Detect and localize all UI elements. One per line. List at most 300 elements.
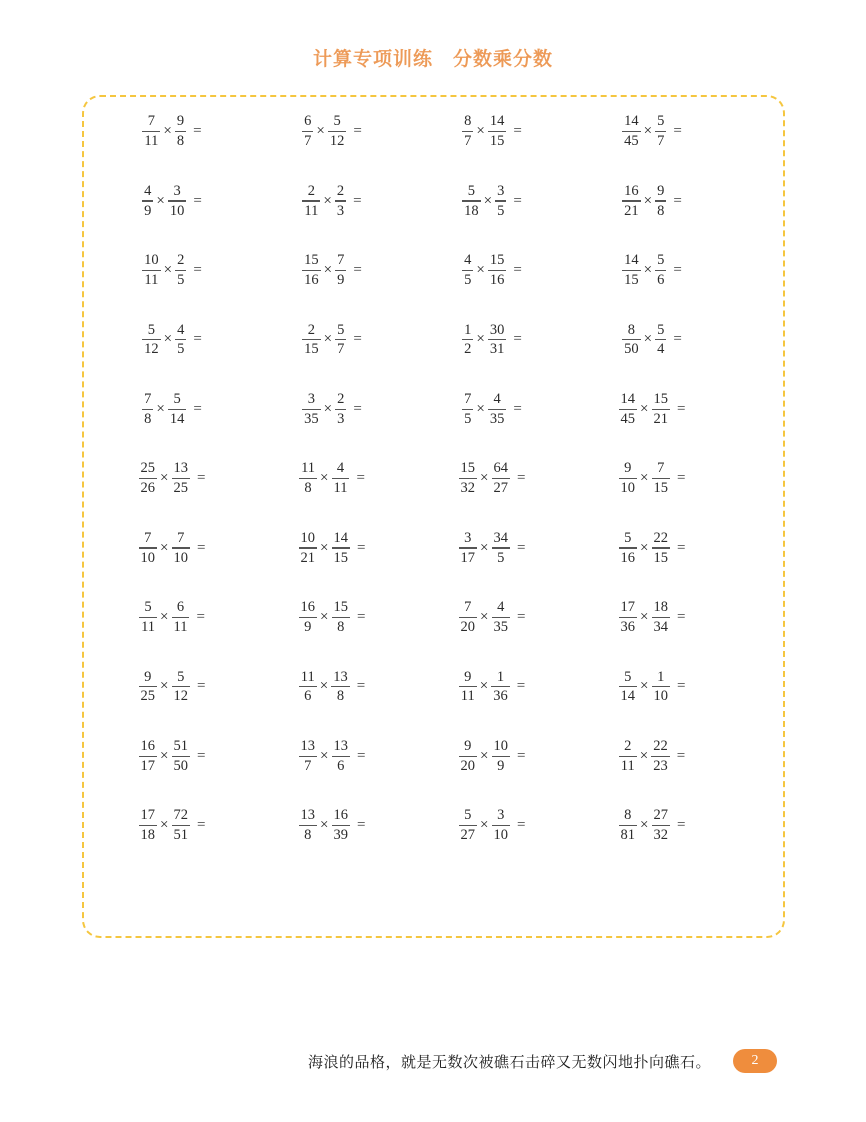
denominator: 12 [144,341,159,358]
problem [412,444,572,513]
fraction-second [172,738,191,775]
numerator: 7 [144,529,152,546]
equals-sign: = [676,747,686,764]
problem [92,166,252,235]
problems-grid [92,97,732,860]
numerator: 5 [624,668,632,685]
numerator: 14 [489,113,505,130]
equals-sign: = [673,123,682,140]
numerator: 10 [493,737,508,754]
multiply-sign: × [643,331,653,348]
equals-sign: = [517,539,526,556]
denominator: 7 [657,133,665,150]
fraction-second [655,322,666,359]
footer-quote: 海浪的品格，就是无数次被礁石击碎又无数闪地扑向礁石。 [307,1054,711,1071]
denominator: 35 [304,410,319,427]
fraction-first [459,599,478,636]
fraction-bar [175,270,186,271]
numerator: 7 [657,460,665,477]
denominator: 10 [169,202,185,219]
denominator: 7 [337,341,345,358]
fraction-bar [619,756,637,757]
fraction-bar [622,131,641,132]
denominator: 5 [497,202,505,219]
fraction-bar [622,200,641,201]
numerator: 8 [627,321,636,338]
numerator: 3 [307,390,316,407]
fraction-second [335,391,346,428]
equals-sign: = [197,678,206,695]
fraction-bar [168,200,187,201]
denominator: 10 [173,549,188,566]
fraction-second [331,669,350,706]
problem [572,305,732,374]
denominator: 5 [497,549,505,566]
fraction-second [655,252,666,289]
fraction-first [139,460,158,497]
fraction-first [299,460,317,497]
denominator: 11 [460,688,475,705]
denominator: 11 [333,480,348,497]
fraction-bar [495,200,506,201]
multiply-sign: × [476,123,485,140]
equals-sign: = [193,331,202,348]
fraction-first [139,669,158,706]
fraction-second [492,460,511,497]
denominator: 15 [653,480,668,497]
multiply-sign: × [163,123,172,140]
denominator: 18 [140,827,156,844]
fraction-bar [332,825,351,826]
fraction-bar [175,131,186,132]
numerator: 16 [624,182,639,199]
problem [412,652,572,721]
equals-sign: = [197,747,206,764]
equals-sign: = [513,261,522,278]
fraction-second [332,807,351,844]
fraction-second [175,322,186,359]
fraction-first [142,183,153,220]
problem [572,583,732,652]
numerator: 10 [300,529,316,546]
multiply-sign: × [323,192,332,209]
fraction-bar [299,825,318,826]
page-number-badge: 2 [733,1049,777,1073]
denominator: 36 [493,688,508,705]
equals-sign: = [517,608,526,625]
fraction-first [299,738,318,775]
multiply-sign: × [643,192,653,209]
numerator: 7 [144,390,152,407]
denominator: 20 [460,619,476,636]
numerator: 17 [620,599,636,616]
numerator: 4 [493,390,501,407]
equals-sign: = [513,331,522,348]
denominator: 10 [493,827,508,844]
fraction-second [652,530,671,567]
numerator: 5 [657,321,665,338]
problem [252,97,412,166]
fraction-first [459,669,477,706]
denominator: 6 [304,688,312,705]
fraction-first [299,807,318,844]
problem [572,513,732,582]
fraction-bar [299,686,317,687]
fraction-bar [652,686,671,687]
numerator: 2 [307,321,316,338]
problem [572,97,732,166]
denominator: 35 [493,619,508,636]
fraction-bar [622,339,641,340]
equals-sign: = [517,747,526,764]
numerator: 15 [304,252,319,269]
equals-sign: = [193,192,202,209]
fraction-first [619,391,638,428]
fraction-bar [139,825,158,826]
denominator: 32 [653,827,668,844]
numerator: 3 [464,529,472,546]
denominator: 20 [460,757,476,774]
equals-sign: = [357,539,366,556]
fraction-bar [142,131,160,132]
fraction-bar [652,617,671,618]
multiply-sign: × [480,470,489,487]
numerator: 51 [173,737,188,754]
denominator: 31 [489,341,505,358]
fraction-bar [302,131,313,132]
fraction-first [622,322,641,359]
fraction-second [492,738,511,775]
denominator: 12 [173,688,188,705]
fraction-first [462,391,473,428]
fraction-bar [332,478,350,479]
fraction-bar [492,478,511,479]
equals-sign: = [197,817,206,834]
denominator: 18 [464,202,479,219]
fraction-second [332,599,351,636]
denominator: 36 [620,619,636,636]
problem [572,444,732,513]
fraction-first [302,113,313,150]
multiply-sign: × [156,400,165,417]
problem [412,791,572,860]
numerator: 1 [464,321,472,338]
fraction-bar [491,686,510,687]
multiply-sign: × [640,817,649,834]
problem [92,652,252,721]
fraction-first [622,252,641,289]
fraction-first [459,530,478,567]
fraction-second [492,807,511,844]
multiply-sign: × [163,261,173,278]
denominator: 51 [173,827,188,844]
numerator: 7 [464,599,472,616]
multiply-sign: × [320,817,329,834]
problem [572,236,732,305]
fraction-bar [335,409,346,410]
equals-sign: = [677,539,686,556]
denominator: 3 [337,410,345,427]
numerator: 11 [301,460,316,477]
problem [412,583,572,652]
multiply-sign: × [639,747,649,764]
equals-sign: = [193,400,202,417]
numerator: 13 [333,668,348,685]
numerator: 5 [177,668,185,685]
denominator: 12 [329,133,345,150]
denominator: 45 [624,133,639,150]
equals-sign: = [673,192,682,209]
multiply-sign: × [483,192,493,209]
fraction-second [332,460,350,497]
fraction-bar [299,756,318,757]
fraction-bar [302,339,321,340]
problem [252,583,412,652]
denominator: 50 [624,341,639,358]
fraction-second [172,807,191,844]
denominator: 39 [333,827,348,844]
denominator: 15 [624,272,639,289]
problem [252,722,412,791]
equals-sign: = [353,331,362,348]
equals-sign: = [357,608,366,625]
multiply-sign: × [160,539,169,556]
fraction-second [652,807,671,844]
fraction-first [459,460,478,497]
fraction-bar [335,200,346,201]
denominator: 6 [657,272,665,289]
fraction-bar [172,756,191,757]
denominator: 17 [140,757,156,774]
denominator: 9 [144,202,152,219]
fraction-second [488,113,507,150]
equals-sign: = [353,123,362,140]
numerator: 4 [497,599,505,616]
numerator: 5 [147,321,156,338]
numerator: 2 [337,390,345,407]
fraction-first [142,322,161,359]
equals-sign: = [197,470,206,487]
problem [252,513,412,582]
problem [412,97,572,166]
numerator: 18 [653,599,668,616]
numerator: 7 [147,113,156,130]
multiply-sign: × [316,123,325,140]
multiply-sign: × [476,331,485,348]
fraction-bar [299,478,317,479]
fraction-bar [462,200,481,201]
denominator: 32 [460,480,476,497]
fraction-first [622,113,641,150]
equals-sign: = [356,678,366,695]
fraction-bar [622,270,641,271]
fraction-bar [139,686,158,687]
equals-sign: = [677,817,686,834]
denominator: 17 [460,549,476,566]
fraction-bar [492,617,511,618]
numerator: 13 [333,737,348,754]
fraction-first [299,669,317,706]
fraction-first [302,391,321,428]
denominator: 5 [177,272,185,289]
denominator: 14 [169,410,185,427]
fraction-first [302,183,320,220]
multiply-sign: × [323,331,333,348]
numerator: 8 [464,113,472,130]
fraction-bar [651,756,670,757]
multiply-sign: × [319,678,329,695]
multiply-sign: × [160,817,169,834]
denominator: 16 [304,272,319,289]
fraction-first [299,530,318,567]
denominator: 15 [489,133,505,150]
fraction-second [332,530,351,567]
fraction-first [459,738,478,775]
equals-sign: = [517,817,526,834]
denominator: 11 [173,619,188,636]
equals-sign: = [193,123,202,140]
multiply-sign: × [320,539,329,556]
fraction-bar [652,409,671,410]
fraction-bar [332,547,351,548]
problem [92,791,252,860]
problem [252,166,412,235]
fraction-second [175,113,186,150]
equals-sign: = [357,817,366,834]
fraction-first [619,599,638,636]
fraction-second [492,530,511,567]
numerator: 3 [173,182,181,199]
numerator: 14 [624,252,639,269]
numerator: 16 [333,807,348,824]
multiply-sign: × [156,192,165,209]
denominator: 15 [333,549,348,566]
fraction-second [495,183,506,220]
denominator: 9 [304,619,312,636]
fraction-bar [459,825,478,826]
fraction-bar [488,409,507,410]
multiply-sign: × [640,470,649,487]
denominator: 9 [337,272,345,289]
equals-sign: = [356,470,365,487]
fraction-second [655,113,666,150]
numerator: 5 [333,113,341,130]
numerator: 72 [173,807,188,824]
equals-sign: = [516,678,526,695]
problem [412,236,572,305]
problem [572,652,732,721]
denominator: 7 [304,757,312,774]
numerator: 22 [653,529,668,546]
fraction-first [619,530,638,567]
problem [252,652,412,721]
numerator: 5 [144,599,152,616]
multiply-sign: × [640,539,649,556]
fraction-bar [462,131,473,132]
equals-sign: = [193,261,202,278]
multiply-sign: × [160,678,169,695]
denominator: 4 [657,341,665,358]
multiply-sign: × [480,539,489,556]
numerator: 5 [657,113,665,130]
equals-sign: = [513,400,522,417]
denominator: 34 [653,619,668,636]
multiply-sign: × [476,400,485,417]
denominator: 50 [173,757,188,774]
fraction-bar [492,547,511,548]
fraction-bar [172,825,191,826]
fraction-bar [302,200,320,201]
numerator: 4 [336,460,345,477]
fraction-bar [655,200,666,201]
fraction-first [139,738,158,775]
numerator: 7 [177,529,185,546]
problem [92,513,252,582]
numerator: 10 [144,252,159,269]
worksheet-border [82,95,785,938]
fraction-bar [652,547,671,548]
fraction-bar [139,547,158,548]
equals-sign: = [673,331,682,348]
multiply-sign: × [479,678,489,695]
fraction-second [655,183,666,220]
multiply-sign: × [640,608,649,625]
fraction-second [488,252,507,289]
fraction-bar [142,339,161,340]
fraction-second [168,391,187,428]
problem [252,375,412,444]
multiply-sign: × [476,261,485,278]
fraction-bar [299,547,318,548]
denominator: 8 [304,827,312,844]
numerator: 13 [300,807,316,824]
fraction-first [619,807,638,844]
denominator: 21 [624,202,639,219]
numerator: 2 [307,182,316,199]
fraction-bar [302,270,321,271]
numerator: 5 [337,321,345,338]
numerator: 9 [624,460,632,477]
numerator: 64 [493,460,508,477]
fraction-bar [462,270,473,271]
fraction-first [139,807,158,844]
multiply-sign: × [160,470,169,487]
denominator: 16 [489,272,505,289]
fraction-first [462,113,473,150]
problem [412,305,572,374]
equals-sign: = [673,261,682,278]
fraction-bar [619,617,638,618]
problem [412,166,572,235]
denominator: 8 [304,480,312,497]
fraction-bar [619,825,638,826]
multiply-sign: × [643,261,653,278]
numerator: 15 [333,599,348,616]
fraction-bar [139,756,158,757]
fraction-bar [652,478,671,479]
multiply-sign: × [480,608,489,625]
denominator: 14 [620,688,636,705]
fraction-second [335,322,346,359]
fraction-bar [335,339,346,340]
problem [252,444,412,513]
multiply-sign: × [323,261,333,278]
equals-sign: = [677,678,686,695]
problem [572,722,732,791]
fraction-first [462,322,473,359]
denominator: 21 [653,410,668,427]
equals-sign: = [197,539,206,556]
